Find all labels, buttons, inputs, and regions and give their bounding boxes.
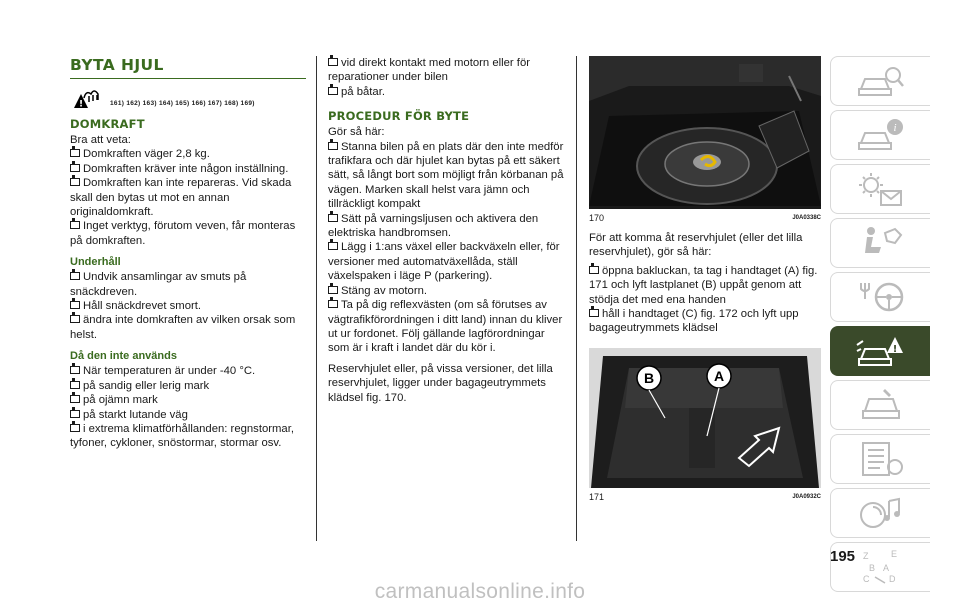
- page-title: BYTA HJUL: [70, 56, 306, 79]
- heading-da-den-inte-anvands: Då den inte används: [70, 350, 177, 363]
- not-in-use-list: [70, 364, 306, 450]
- list-item: vid direkt kontakt med motorn eller för reparationer under bilen: [328, 57, 530, 84]
- bullet-icon: [328, 286, 338, 294]
- bullet-icon: [70, 272, 80, 280]
- bullet-icon: [328, 214, 338, 222]
- svg-text:A: A: [882, 563, 889, 573]
- access-paragraph: För att komma åt reservhjulet (eller det lilla reservhjulet), gör så här:: [589, 232, 803, 259]
- bullet-icon: [70, 381, 80, 389]
- tab-maintenance[interactable]: [830, 380, 930, 430]
- list-item: Domkraften kräver inte någon inställning.: [70, 162, 306, 176]
- figure-171-trunk: [589, 348, 821, 488]
- list-item: Domkraften kan inte repareras. Vid skada skall den bytas ut mot en annan originaldomkraft.: [70, 177, 292, 219]
- bullet-icon: [589, 309, 599, 317]
- bullet-icon: [70, 178, 80, 186]
- column-1: [70, 56, 306, 451]
- column-divider: [316, 56, 317, 541]
- list-item: Stäng av motorn.: [328, 284, 568, 298]
- bullet-icon: [70, 395, 80, 403]
- starting-driving-icon: [855, 277, 907, 317]
- car-info-icon: [855, 115, 907, 155]
- tab-car-info-search[interactable]: [830, 56, 930, 106]
- list-item: Domkraften väger 2,8 kg.: [70, 147, 306, 161]
- svg-text:!: !: [892, 344, 897, 355]
- list-item: på starkt lutande väg: [70, 408, 306, 422]
- watermark: carmanualsonline.info: [374, 580, 586, 603]
- list-item: Sätt på varningsljusen och aktivera den elektriska handbromsen.: [328, 212, 539, 240]
- column-3: [589, 56, 821, 502]
- svg-text:D: D: [888, 574, 895, 584]
- list-item: Stanna bilen på en plats där den inte medför trafikfara och där hjulet kan bytas på ett säkert sätt, så långt bort som möjligt från körbanan på vägen. Marken skall helst vara jämn och tillräckligt kompakt: [328, 140, 564, 211]
- tab-multimedia[interactable]: [830, 488, 930, 538]
- tab-technical-data[interactable]: [830, 434, 930, 484]
- maintenance-icon: [855, 385, 907, 425]
- svg-text:Z: Z: [862, 551, 868, 561]
- bullet-icon: [589, 266, 599, 274]
- list-item: på sandig eller lerig mark: [70, 379, 306, 393]
- figure-170-caption: [589, 213, 821, 223]
- list-item: i extrema klimatförhållanden: regnstormar, tyfoner, cykloner, snöstormar, stormar osv.: [70, 422, 294, 450]
- bullet-icon: [70, 366, 80, 374]
- label-b: B: [643, 369, 655, 386]
- warning-ref-numbers: 161) 162) 163) 164) 165) 166) 167) 168) 169): [110, 99, 255, 107]
- heading-domkraft: DOMKRAFT: [70, 117, 145, 131]
- svg-text:C: C: [862, 574, 869, 584]
- figure-code: J0A0932C: [792, 493, 821, 500]
- technical-data-icon: [855, 439, 907, 479]
- list-item: på ojämn mark: [70, 393, 306, 407]
- list-item: ändra inte domkraften av vilken orsak som helst.: [70, 314, 296, 341]
- tab-warning-lights[interactable]: [830, 164, 930, 214]
- list-item: Undvik ansamlingar av smuts på snäckdreven.: [70, 271, 247, 298]
- bullet-icon: [328, 300, 338, 308]
- list-item: Inget verktyg, förutom veven, får monteras på domkraften.: [70, 220, 296, 247]
- list-item: håll i handtaget (C) fig. 172 och lyft upp bagageutrymmets klädsel: [589, 308, 799, 335]
- heading-underhall: Underhåll: [70, 256, 121, 269]
- access-steps-list: [589, 264, 821, 336]
- page-number: 195: [830, 548, 856, 565]
- spare-wheel-paragraph: Reservhjulet eller, på vissa versioner, det lilla reservhjulet, ligger under bagageutrymmets klädsel fig. 170.: [328, 362, 553, 404]
- bullet-icon: [328, 87, 338, 95]
- bullet-icon: [70, 424, 80, 432]
- svg-text:i: i: [892, 122, 897, 134]
- spare-wheel-photo: [589, 56, 821, 209]
- multimedia-icon: [855, 493, 907, 533]
- list-item: Håll snäckdrevet smort.: [70, 299, 306, 313]
- tab-starting-driving[interactable]: [830, 272, 930, 322]
- heading-procedur: PROCEDUR FÖR BYTE: [328, 109, 470, 124]
- figure-number: 170: [589, 213, 605, 223]
- bullet-icon: [70, 301, 80, 309]
- warning-lights-icon: [855, 169, 907, 209]
- procedure-list: [328, 140, 568, 356]
- emergency-icon: [855, 331, 907, 371]
- tab-safety[interactable]: [830, 218, 930, 268]
- figure-code: J0A0338C: [792, 215, 821, 221]
- figure-170-spare-wheel: [589, 56, 821, 209]
- warning-icon: [70, 86, 102, 110]
- svg-text:E: E: [890, 549, 897, 559]
- intro-text: Bra att veta:: [70, 134, 131, 146]
- figure-171-caption: [589, 492, 821, 502]
- chapter-tabs: [830, 56, 930, 596]
- jack-facts-list: [70, 147, 306, 248]
- trunk-photo: [589, 348, 821, 488]
- svg-text:!: !: [78, 99, 84, 110]
- maintenance-list: [70, 270, 306, 342]
- list-item: på båtar.: [328, 85, 568, 99]
- bullet-icon: [70, 410, 80, 418]
- bullet-icon: [70, 149, 80, 157]
- figure-number: 171: [589, 491, 605, 502]
- intro-text: Gör så här:: [328, 126, 385, 139]
- list-item: Lägg i 1:ans växel eller backväxeln eller, för versioner med automatväxellåda, ställ växelspaken i läge P (parkering).: [328, 241, 560, 283]
- car-info-search-icon: [855, 61, 907, 101]
- list-item: öppna bakluckan, ta tag i handtaget (A) fig. 171 och lyft lastplanet (B) uppåt genom att stödja det med ena handen: [589, 264, 818, 306]
- bullet-icon: [70, 164, 80, 172]
- continued-list: [328, 56, 568, 99]
- column-divider: [576, 56, 577, 541]
- bullet-icon: [70, 315, 80, 323]
- bullet-icon: [70, 221, 80, 229]
- label-a: A: [713, 367, 725, 384]
- bullet-icon: [328, 58, 338, 66]
- bullet-icon: [328, 142, 338, 150]
- tab-emergency[interactable]: [830, 326, 930, 376]
- list-item: Ta på dig reflexvästen (om så förutses av vägtrafikförordningen i ditt land) innan du kliver ut ur fordonet. Följ gällande lagförordningar som är i kraft i landet där du kör i.: [328, 299, 563, 355]
- list-item: När temperaturen är under -40 °C.: [70, 364, 306, 378]
- warning-references: [70, 85, 306, 111]
- safety-seat-icon: [855, 223, 907, 263]
- bullet-icon: [328, 242, 338, 250]
- tab-car-info[interactable]: [830, 110, 930, 160]
- svg-text:B: B: [868, 563, 875, 573]
- column-2: [328, 56, 568, 405]
